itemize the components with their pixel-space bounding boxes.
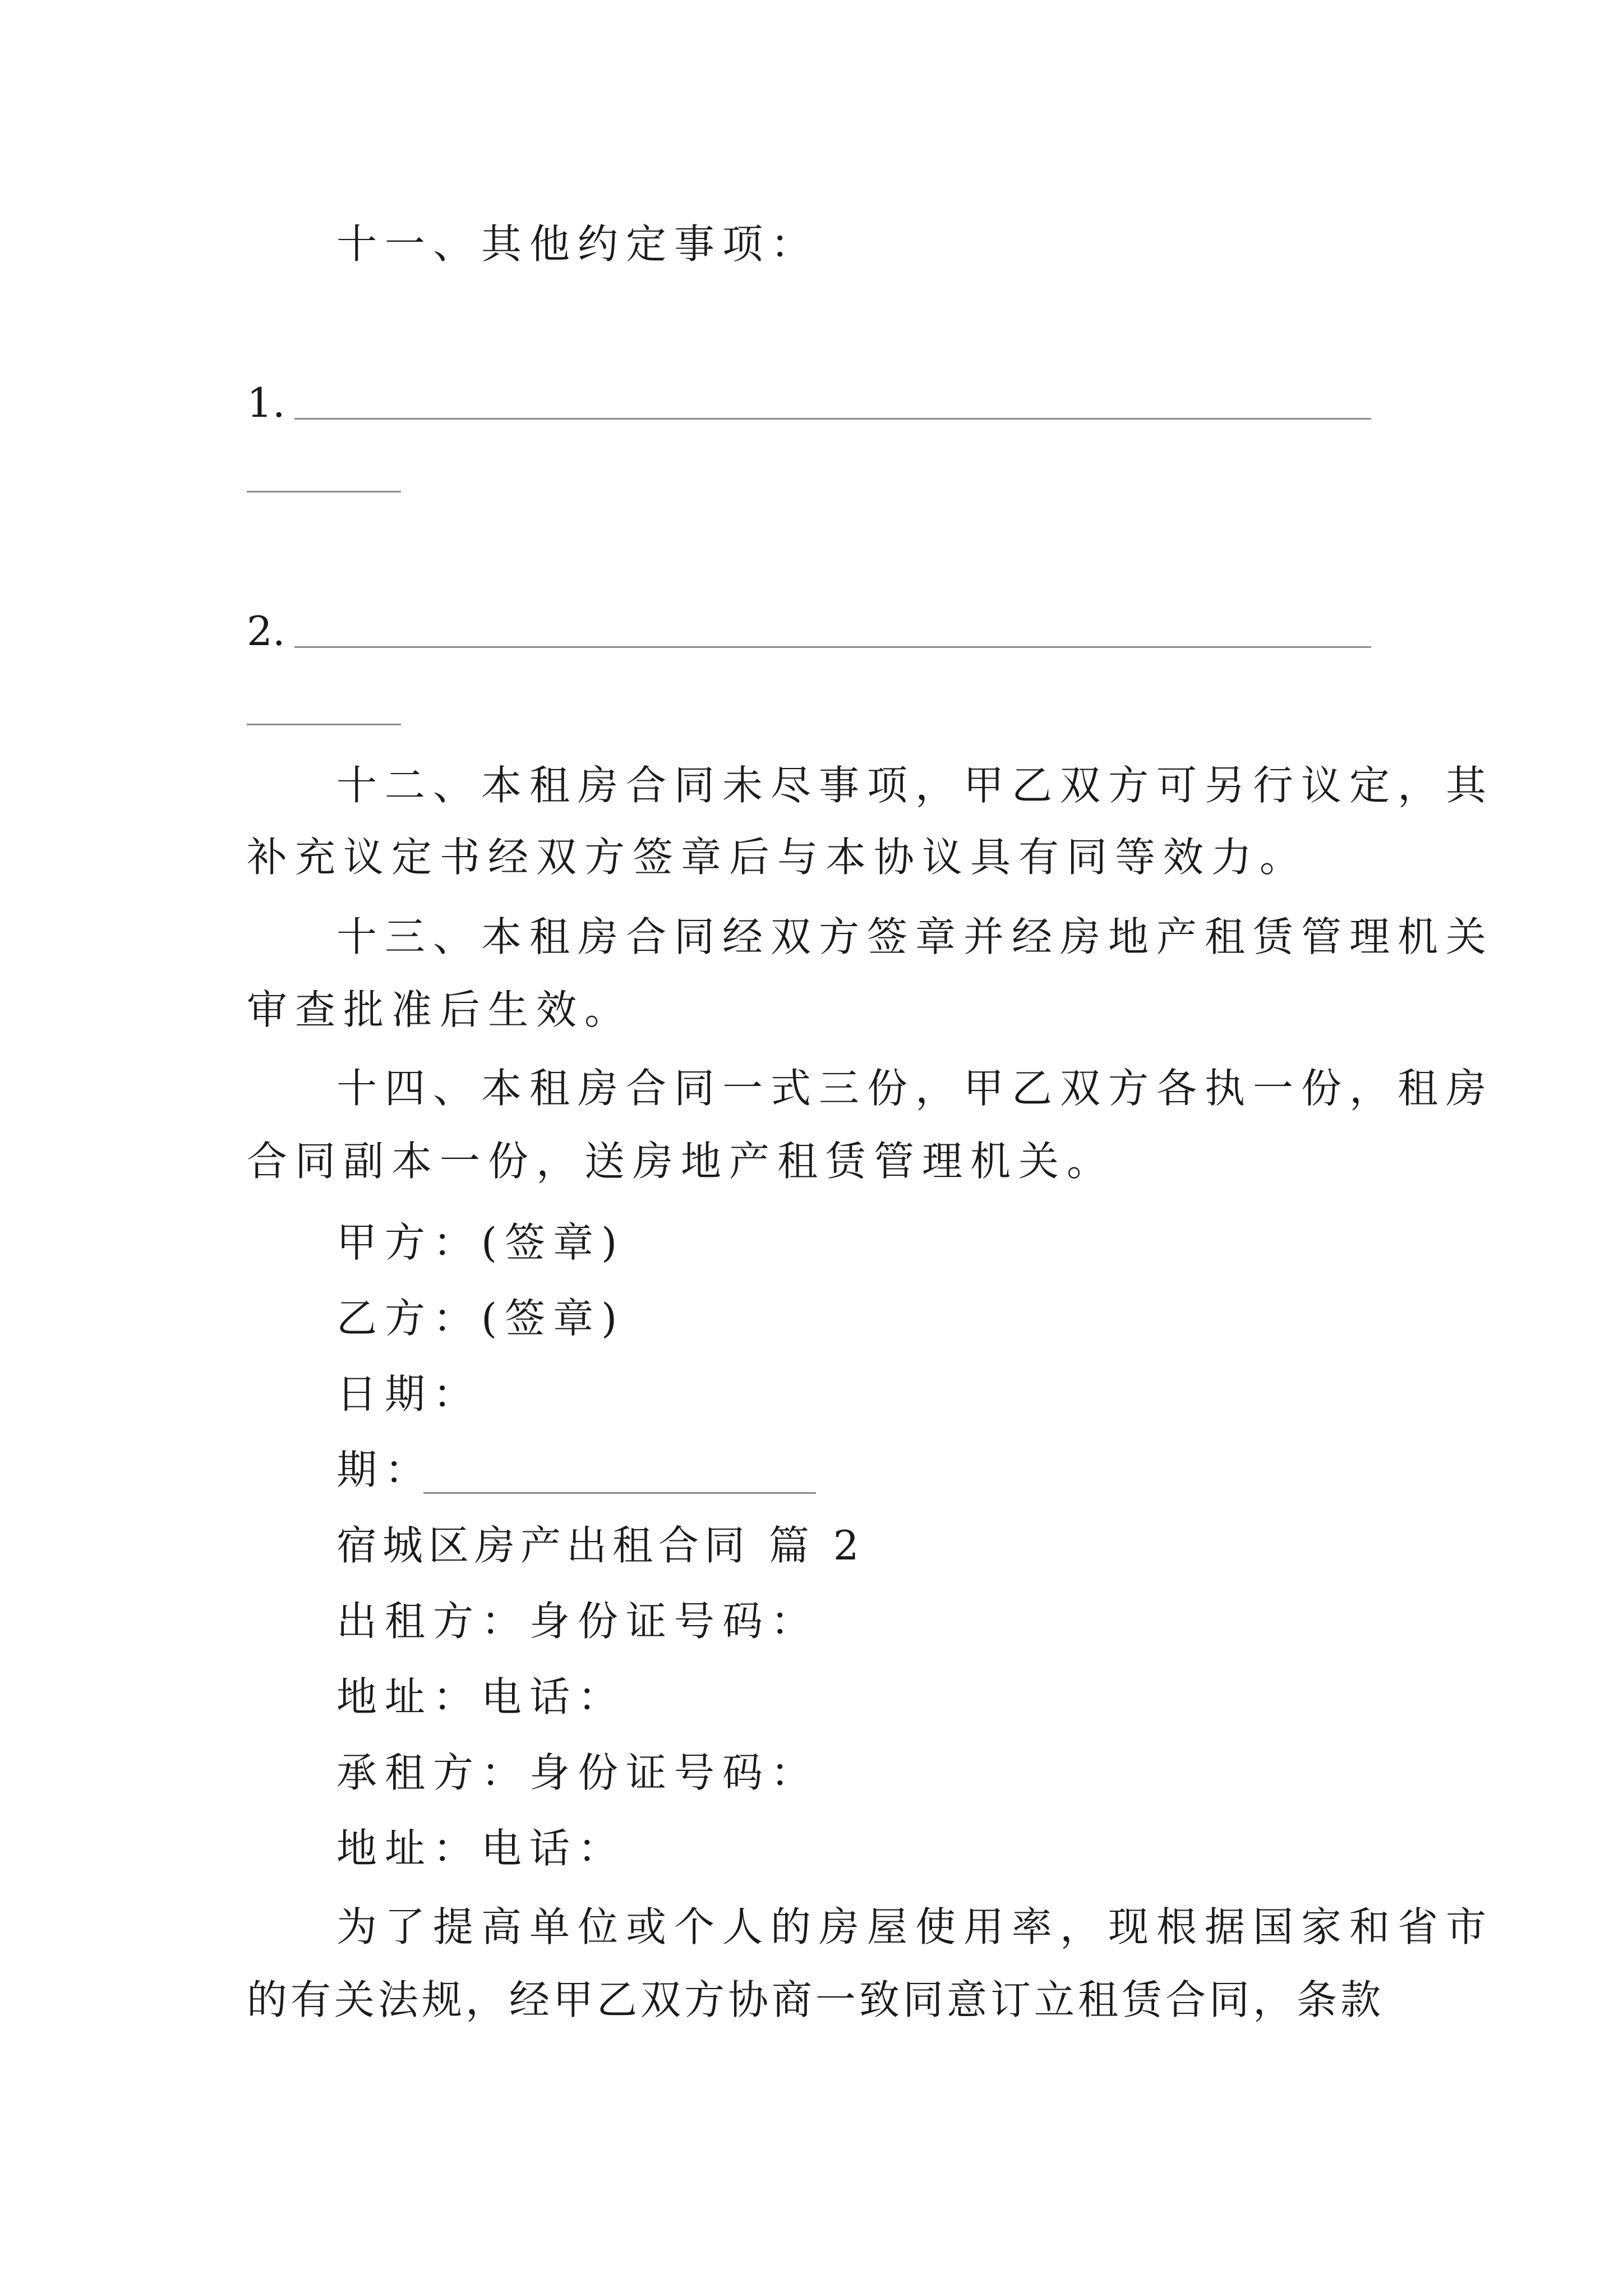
- item-2-label: 2.: [247, 608, 285, 655]
- item-1-blank-line[interactable]: [294, 418, 1371, 420]
- section-13-line-2: 审查批准后生效。: [247, 986, 633, 1033]
- lessor-address: 地址：电话：: [336, 1673, 626, 1720]
- section-14-line-1: 十四、本租房合同一式三份，甲乙双方各执一份，租房: [336, 1065, 1495, 1112]
- intro-line-1: 为了提高单位或个人的房屋使用率，现根据国家和省市: [336, 1903, 1495, 1950]
- lessor-info: 出租方：身份证号码：: [336, 1598, 819, 1645]
- section-14-line-2: 合同副本一份，送房地产租赁管理机关。: [247, 1138, 1115, 1185]
- contract-2-title: 宿城区房产出租合同 篇 2: [336, 1522, 865, 1569]
- item-1-label: 1.: [247, 379, 285, 426]
- section-12-line-2: 补充议定书经双方签章后与本协议具有同等效力。: [247, 834, 1308, 881]
- section-11-heading: 十一、其他约定事项：: [336, 220, 819, 268]
- item-2-blank-line-continued[interactable]: [247, 724, 401, 725]
- section-12-line-1: 十二、本租房合同未尽事项，甲乙双方可另行议定，其: [336, 762, 1495, 809]
- item-1-blank-line-continued[interactable]: [247, 491, 401, 493]
- party-b-signature: 乙方：(签章): [336, 1295, 625, 1342]
- section-13-line-1: 十三、本租房合同经双方签章并经房地产租赁管理机关: [336, 913, 1495, 960]
- item-2-blank-line[interactable]: [294, 646, 1371, 648]
- lessee-info: 承租方：身份证号码：: [336, 1749, 819, 1796]
- date-label: 日期：: [336, 1370, 482, 1418]
- party-a-signature: 甲方：(签章): [336, 1219, 625, 1266]
- intro-line-2: 的有关法规，经甲乙双方协商一致同意订立租赁合同，条款: [247, 1976, 1385, 2023]
- period-label: 期：: [336, 1446, 434, 1493]
- period-blank-line[interactable]: [423, 1492, 816, 1494]
- lessee-address: 地址：电话：: [336, 1825, 626, 1872]
